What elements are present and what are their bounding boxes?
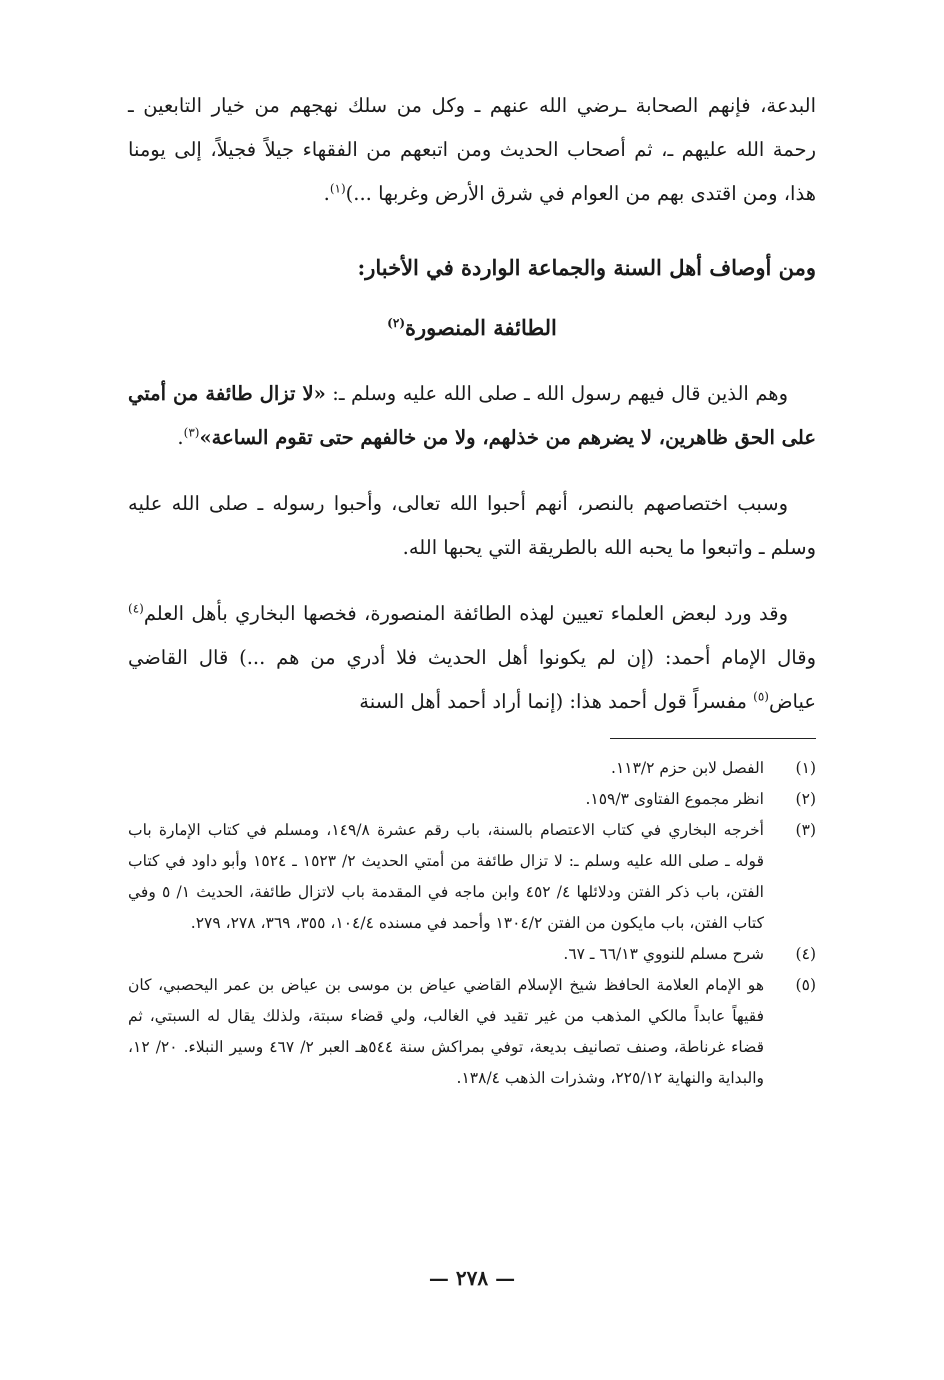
body-paragraph-1 (128, 84, 816, 216)
footnote-ref-3[interactable]: (٣) (183, 425, 200, 440)
footnote-number: (٣) (795, 821, 816, 839)
footnote-number: (٥) (795, 976, 816, 994)
subheading-text: الطائفة المنصورة (405, 315, 557, 340)
footnotes (128, 753, 816, 1094)
body-paragraph-3 (128, 482, 816, 570)
paragraph-1-text: البدعة، فإنهم الصحابة ـرضي الله عنهم ـ وكل من سلك نهجهم من خيار التابعين ـ رحمة الله عليهم ـ، ثم أصحاب الحديث ومن اتبعهم من الفقهاء جيلاً فجيلاً، إلى يومنا هذا، ومن اقتدى بهم من العوام في شرق الأرض وغربها ...) (128, 94, 816, 205)
paragraph-2-end: . (177, 426, 184, 449)
section-heading: ومن أوصاف أهل السنة والجماعة الواردة في الأخبار: (357, 255, 816, 280)
footnote-text: هو الإمام العلامة الحافظ شيخ الإسلام القاضي عياض بن موسى بن عياض بن عمر اليحصبي، كان فقيهاً عابداً مالكي المذهب من غير تقيد في الغالب، ولي قضاء سبتة، ولذلك يقال له السبتي، ثم قضاء غرناطة، وصنف تصانيف بديعة، توفي بمراكش سنة ٥٤٤هـ العبر ٢/ ٤٦٧ وسير النبلاء. ٢٠/ ١٢، والبداية والنهاية ٢٢٥/١٢، وشذرات الذهب ١٣٨/٤. (128, 976, 764, 1087)
body-paragraph-4 (128, 592, 816, 724)
footnote-text: انظر مجموع الفتاوى ١٥٩/٣. (585, 790, 764, 808)
footnote-item (128, 753, 816, 784)
footnote-item (128, 939, 816, 970)
paragraph-4-text-a: وقد ورد لبعض العلماء تعيين لهذه الطائفة المنصورة، فخصها البخاري بأهل العلم (143, 602, 788, 625)
footnote-divider (610, 738, 816, 739)
paragraph-4-text-b: وقال الإمام أحمد: (إن لم يكونوا أهل الحديث فلا أدري من هم ...) قال القاضي عياض (128, 646, 816, 713)
page-body (128, 80, 816, 1094)
hadith-quote: «لا تزال طائفة من أمتي على الحق ظاهرين، لا يضرهم من خذلهم، ولا من خالفهم حتى تقوم الساعة» (128, 382, 816, 449)
footnote-number: (٢) (795, 790, 816, 808)
footnote-text: أخرجه البخاري في كتاب الاعتصام بالسنة، باب رقم عشرة ١٤٩/٨، ومسلم في كتاب الإمارة باب قوله ـ صلى الله عليه وسلم ـ: لا تزال طائفة من أمتي الحديث ٢/ ١٥٢٣ ـ ١٥٢٤ وأبو داود في كتاب الفتن، باب ذكر الفتن ودلائلها ٤/ ٤٥٢ وابن ماجه في المقدمة باب لاتزال طائفة، الحديث ١/ ٥ وفي كتاب الفتن، باب مايكون من الفتن ١٣٠٤/٢ وأحمد في مسنده ١٠٤/٤، ٣٥٥، ٣٦٩، ٢٧٨، ٢٧٩. (128, 821, 764, 932)
footnote-item (128, 815, 816, 939)
paragraph-2-intro: وهم الذين قال فيهم رسول الله ـ صلى الله عليه وسلم ـ: (325, 382, 788, 405)
footnote-item (128, 970, 816, 1094)
page-number: — ٢٧٨ — (428, 1266, 516, 1290)
footnote-ref-1[interactable]: (١) (329, 181, 346, 196)
paragraph-1-end: . (323, 182, 330, 205)
footnote-text: شرح مسلم للنووي ٦٦/١٣ ـ ٦٧. (563, 945, 764, 963)
footnote-ref-2[interactable]: (٢) (387, 316, 405, 330)
paragraph-3-text: وسبب اختصاصهم بالنصر، أنهم أحبوا الله تعالى، وأحبوا رسوله ـ صلى الله عليه وسلم ـ واتبعوا ما يحبه الله بالطريقة التي يحبها الله. (128, 492, 816, 559)
footnote-ref-4[interactable]: (٤) (128, 601, 144, 616)
body-paragraph-2 (128, 372, 816, 460)
footnote-ref-5[interactable]: (٥) (753, 689, 769, 704)
footnote-number: (٤) (795, 945, 816, 963)
footnote-text: الفصل لابن حزم ١١٣/٢. (611, 759, 764, 777)
footnote-number: (١) (795, 759, 816, 777)
section-subheading (128, 306, 816, 350)
footnote-item (128, 784, 816, 815)
paragraph-4-text-c: مفسراً قول أحمد هذا: (إنما أراد أحمد أهل السنة (359, 690, 754, 713)
